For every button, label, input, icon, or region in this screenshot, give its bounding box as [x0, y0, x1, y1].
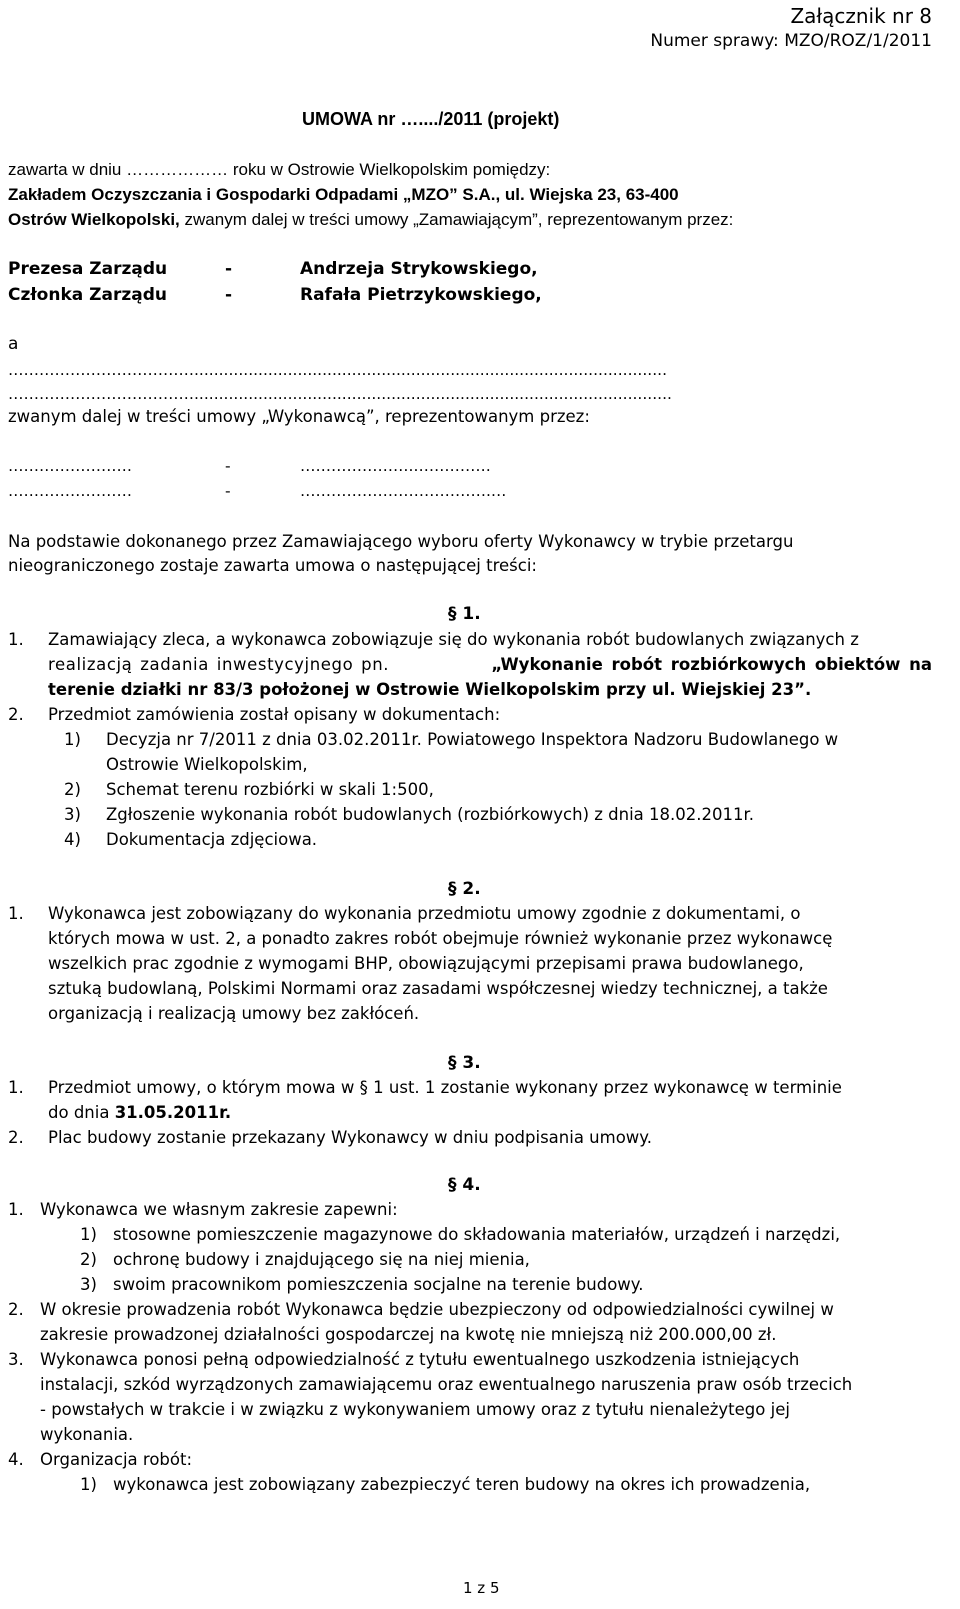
- s1-item-text-4: Dokumentacja zdjęciowa.: [106, 830, 318, 849]
- s2-line-5: organizacją i realizacją umowy bez zakłóceń.: [48, 1004, 420, 1023]
- contractor-rep-left-2: ……………………: [8, 482, 132, 500]
- s3-deadline: 31.05.2011r.: [114, 1103, 232, 1122]
- s4-p3-line-4: wykonania.: [40, 1425, 134, 1444]
- preamble-line-1: Na podstawie dokonanego przez Zamawiającego wyboru oferty Wykonawcy w trybie przetargu: [8, 532, 794, 551]
- s4-p2-line-2: zakresie prowadzonej działalności gospodarczej na kwotę nie mniejszą niż 200.000,00 zł.: [40, 1325, 777, 1344]
- rep-role-1: Prezesa Zarządu: [8, 259, 168, 279]
- s1-item-num-2: 2): [64, 780, 81, 799]
- s1-item-num-1: 1): [64, 730, 81, 749]
- s4-p1-item-num-1: 1): [80, 1225, 97, 1244]
- s1-p1-num: 1.: [8, 630, 24, 649]
- annex-label: Załącznik nr 8: [790, 4, 932, 28]
- s4-p1-text: Wykonawca we własnym zakresie zapewni:: [40, 1200, 398, 1219]
- contractor-dots-1: ………………………………................................................................................................: [8, 361, 667, 379]
- page-title: UMOWA nr …..../2011 (projekt): [302, 109, 560, 129]
- rep-dash-1: -: [225, 259, 233, 279]
- s1-item-text-2: Schemat terenu rozbiórki w skali 1:500,: [106, 780, 434, 799]
- s3-p1-line-1: Przedmiot umowy, o którym mowa w § 1 ust. 1 zostanie wykonany przez wykonawcę w terminie: [48, 1078, 842, 1097]
- s4-p1-item-num-3: 3): [80, 1275, 97, 1294]
- section-1-heading: § 1.: [448, 604, 481, 624]
- s4-p4-item-num-1: 1): [80, 1475, 97, 1494]
- s2-line-4: sztuką budowlaną, Polskimi Normami oraz zasadami współczesnej wiedzy technicznej, a także: [48, 979, 828, 998]
- section-4-heading: § 4.: [448, 1175, 481, 1195]
- s4-p1-item-text-1: stosowne pomieszczenie magazynowe do składowania materiałów, urządzeń i narzędzi,: [113, 1225, 841, 1244]
- s4-p3-line-1: Wykonawca ponosi pełną odpowiedzialność z tytułu ewentualnego uszkodzenia istniejących: [40, 1350, 800, 1369]
- s3-p2-num: 2.: [8, 1128, 24, 1147]
- contractor-a: a: [8, 334, 19, 354]
- s4-p1-item-text-2: ochronę budowy i znajdującego się na niej mienia,: [113, 1250, 530, 1269]
- section-2-heading: § 2.: [448, 879, 481, 899]
- page-number: 1 z 5: [463, 1579, 500, 1597]
- s4-p2-num: 2.: [8, 1300, 24, 1319]
- s1-p2-text: Przedmiot zamówienia został opisany w dokumentach:: [48, 705, 501, 724]
- s2-line-1: Wykonawca jest zobowiązany do wykonania przedmiotu umowy zgodnie z dokumentami, o: [48, 904, 801, 923]
- s1-item-num-4: 4): [64, 830, 81, 849]
- s4-p4-text: Organizacja robót:: [40, 1450, 193, 1469]
- contractor-rep-right-2: ……………………………….…: [300, 482, 507, 500]
- s4-p1-item-text-3: swoim pracownikom pomieszczenia socjalne na terenie budowy.: [113, 1275, 644, 1294]
- intro-line-1: zawarta w dniu ……………… roku w Ostrowie Wielkopolskim pomiędzy:: [8, 160, 551, 179]
- s3-p1-line-2: [48, 1103, 231, 1123]
- s1-item-text-3: Zgłoszenie wykonania robót budowlanych (rozbiórkowych) z dnia 18.02.2011r.: [106, 805, 755, 824]
- s3-p2-text: Plac budowy zostanie przekazany Wykonawcy w dniu podpisania umowy.: [48, 1128, 652, 1147]
- s4-p4-item-text-1: wykonawca jest zobowiązany zabezpieczyć teren budowy na okres ich prowadzenia,: [113, 1475, 811, 1494]
- s4-p1-item-num-2: 2): [80, 1250, 97, 1269]
- s1-p1-line-2: [48, 655, 932, 675]
- s1-item-text-1b: Ostrowie Wielkopolskim,: [106, 755, 308, 774]
- s2-line-2: których mowa w ust. 2, a ponadto zakres robót obejmuje również wykonanie przez wykonawcę: [48, 929, 833, 948]
- s4-p2-line-1: W okresie prowadzenia robót Wykonawca będzie ubezpieczony od odpowiedzialności cywilnej w: [40, 1300, 834, 1319]
- rep-dash-2: -: [225, 285, 233, 305]
- s1-p2-num: 2.: [8, 705, 24, 724]
- s3-p1-line-2-a: do dnia: [48, 1103, 115, 1122]
- s4-p4-num: 4.: [8, 1450, 24, 1469]
- s1-p1-line-2-b: „Wykonanie robót rozbiórkowych obiektów na: [491, 655, 932, 674]
- s4-p3-num: 3.: [8, 1350, 24, 1369]
- s4-p1-num: 1.: [8, 1200, 24, 1219]
- contractor-rep-dash-2: -: [225, 482, 231, 500]
- s1-p1-line-3: terenie działki nr 83/3 położonej w Ostrowie Wielkopolskim przy ul. Wiejskiej 23”.: [48, 680, 812, 699]
- contractor-rep-dash-1: -: [225, 457, 231, 475]
- s3-p1-num: 1.: [8, 1078, 24, 1097]
- rep-name-1: Andrzeja Strykowskiego,: [300, 259, 538, 279]
- case-number: Numer sprawy: MZO/ROZ/1/2011: [650, 31, 932, 51]
- s2-line-3: wszelkich prac zgodnie z wymogami BHP, obowiązującymi przepisami prawa budowlanego,: [48, 954, 804, 973]
- section-3-heading: § 3.: [448, 1053, 481, 1073]
- s4-p3-line-3: - powstałych w trakcie i w związku z wykonywaniem umowy oraz z tytułu nienależytego jej: [40, 1400, 790, 1419]
- s1-p1-line-1: Zamawiający zleca, a wykonawca zobowiązuje się do wykonania robót budowlanych związanych z: [48, 630, 859, 649]
- s1-item-num-3: 3): [64, 805, 81, 824]
- contractor-dots-2: ……………………………….................................................................................................: [8, 385, 672, 403]
- s1-item-text-1: Decyzja nr 7/2011 z dnia 03.02.2011r. Powiatowego Inspektora Nadzoru Budowlanego w: [106, 730, 839, 749]
- s2-num: 1.: [8, 904, 24, 923]
- contractor-rep-left-1: ……………………: [8, 457, 132, 475]
- rep-role-2: Członka Zarządu: [8, 285, 167, 305]
- s1-p1-line-2-a: realizacją zadania inwestycyjnego pn.: [48, 655, 390, 674]
- rep-name-2: Rafała Pietrzykowskiego,: [300, 285, 542, 305]
- intro-line-3-bold: Ostrów Wielkopolski,: [8, 210, 180, 229]
- intro-line-3: [8, 210, 733, 230]
- contractor-rep-right-1: ………………….……………: [300, 457, 491, 475]
- contractor-described: zwanym dalej w treści umowy „Wykonawcą”, reprezentowanym przez:: [8, 407, 590, 426]
- preamble-line-2: nieograniczonego zostaje zawarta umowa o następującej treści:: [8, 556, 537, 575]
- intro-line-2: Zakładem Oczyszczania i Gospodarki Odpadami „MZO” S.A., ul. Wiejska 23, 63-400: [8, 185, 679, 204]
- intro-line-3-rest: zwanym dalej w treści umowy „Zamawiającym”, reprezentowanym przez:: [179, 210, 734, 229]
- s4-p3-line-2: instalacji, szkód wyrządzonych zamawiającemu oraz ewentualnego naruszenia praw osób trzecich: [40, 1375, 853, 1394]
